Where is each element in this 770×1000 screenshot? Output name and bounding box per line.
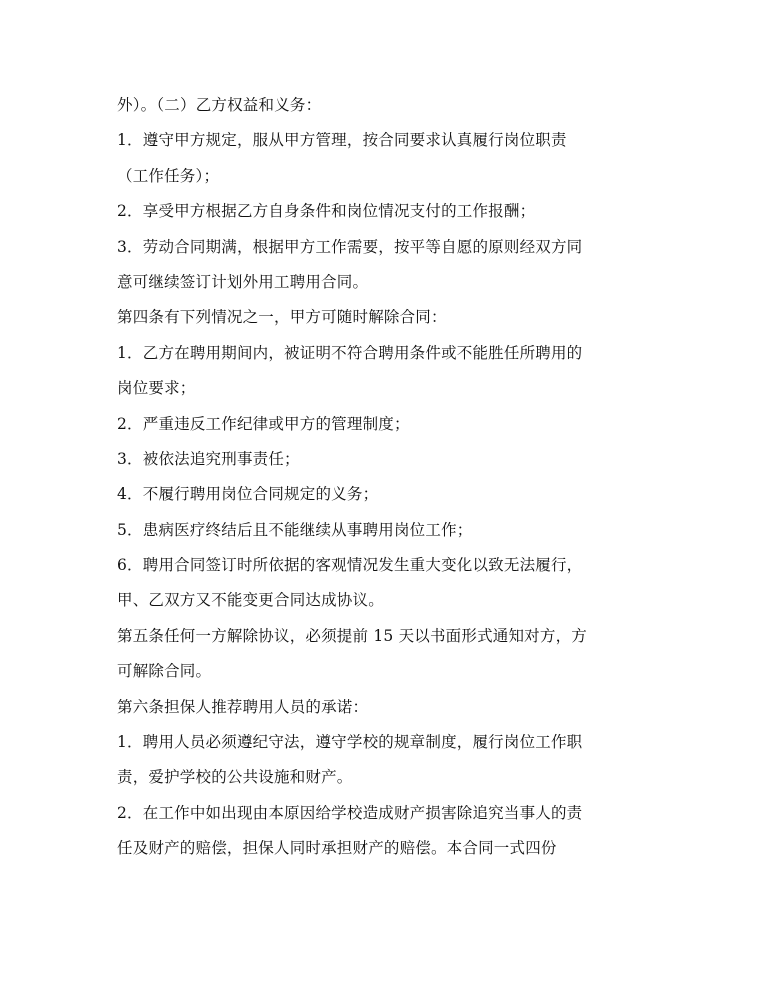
text-line: 2．在工作中如出现由本原因给学校造成财产损害除追究当事人的责 [117, 803, 583, 822]
text-line: 1．聘用人员必须遵纪守法，遵守学校的规章制度，履行岗位工作职 [117, 733, 583, 752]
text-line: 任及财产的赔偿，担保人同时承担财产的赔偿。本合同一式四份 [117, 839, 557, 858]
text-line: 意可继续签订计划外用工聘用合同。 [117, 272, 369, 291]
text-line: 6．聘用合同签订时所依据的客观情况发生重大变化以致无法履行， [117, 556, 583, 575]
document-body [117, 88, 657, 867]
text-line: 岗位要求； [117, 379, 196, 398]
text-line: （工作任务）； [117, 166, 220, 185]
text-line: 5．患病医疗终结后且不能继续从事聘用岗位工作； [117, 520, 473, 539]
text-line: 2．严重违反工作纪律或甲方的管理制度； [117, 414, 410, 433]
text-line: 外）。（二）乙方权益和义务： [117, 96, 322, 114]
text-line: 第六条担保人推荐聘用人员的承诺： [117, 697, 369, 716]
text-line: 责，爱护学校的公共设施和财产。 [117, 768, 353, 787]
text-line: 3．被依法追究刑事责任； [117, 449, 300, 468]
text-line: 可解除合同。 [117, 662, 212, 681]
text-line: 1．乙方在聘用期间内，被证明不符合聘用条件或不能胜任所聘用的 [117, 343, 583, 362]
text-line: 甲、乙双方又不能变更合同达成协议。 [117, 591, 384, 610]
text-line: 1．遵守甲方规定，服从甲方管理，按合同要求认真履行岗位职责 [117, 131, 567, 150]
text-line: 3．劳动合同期满，根据甲方工作需要，按平等自愿的原则经双方同 [117, 237, 583, 256]
text-line: 第五条任何一方解除协议，必须提前 15 天以书面形式通知对方，方 [117, 626, 587, 645]
text-line: 2．享受甲方根据乙方自身条件和岗位情况支付的工作报酬； [117, 202, 536, 221]
text-line: 4．不履行聘用岗位合同规定的义务； [117, 485, 379, 504]
text-line: 第四条有下列情况之一，甲方可随时解除合同： [117, 308, 447, 327]
